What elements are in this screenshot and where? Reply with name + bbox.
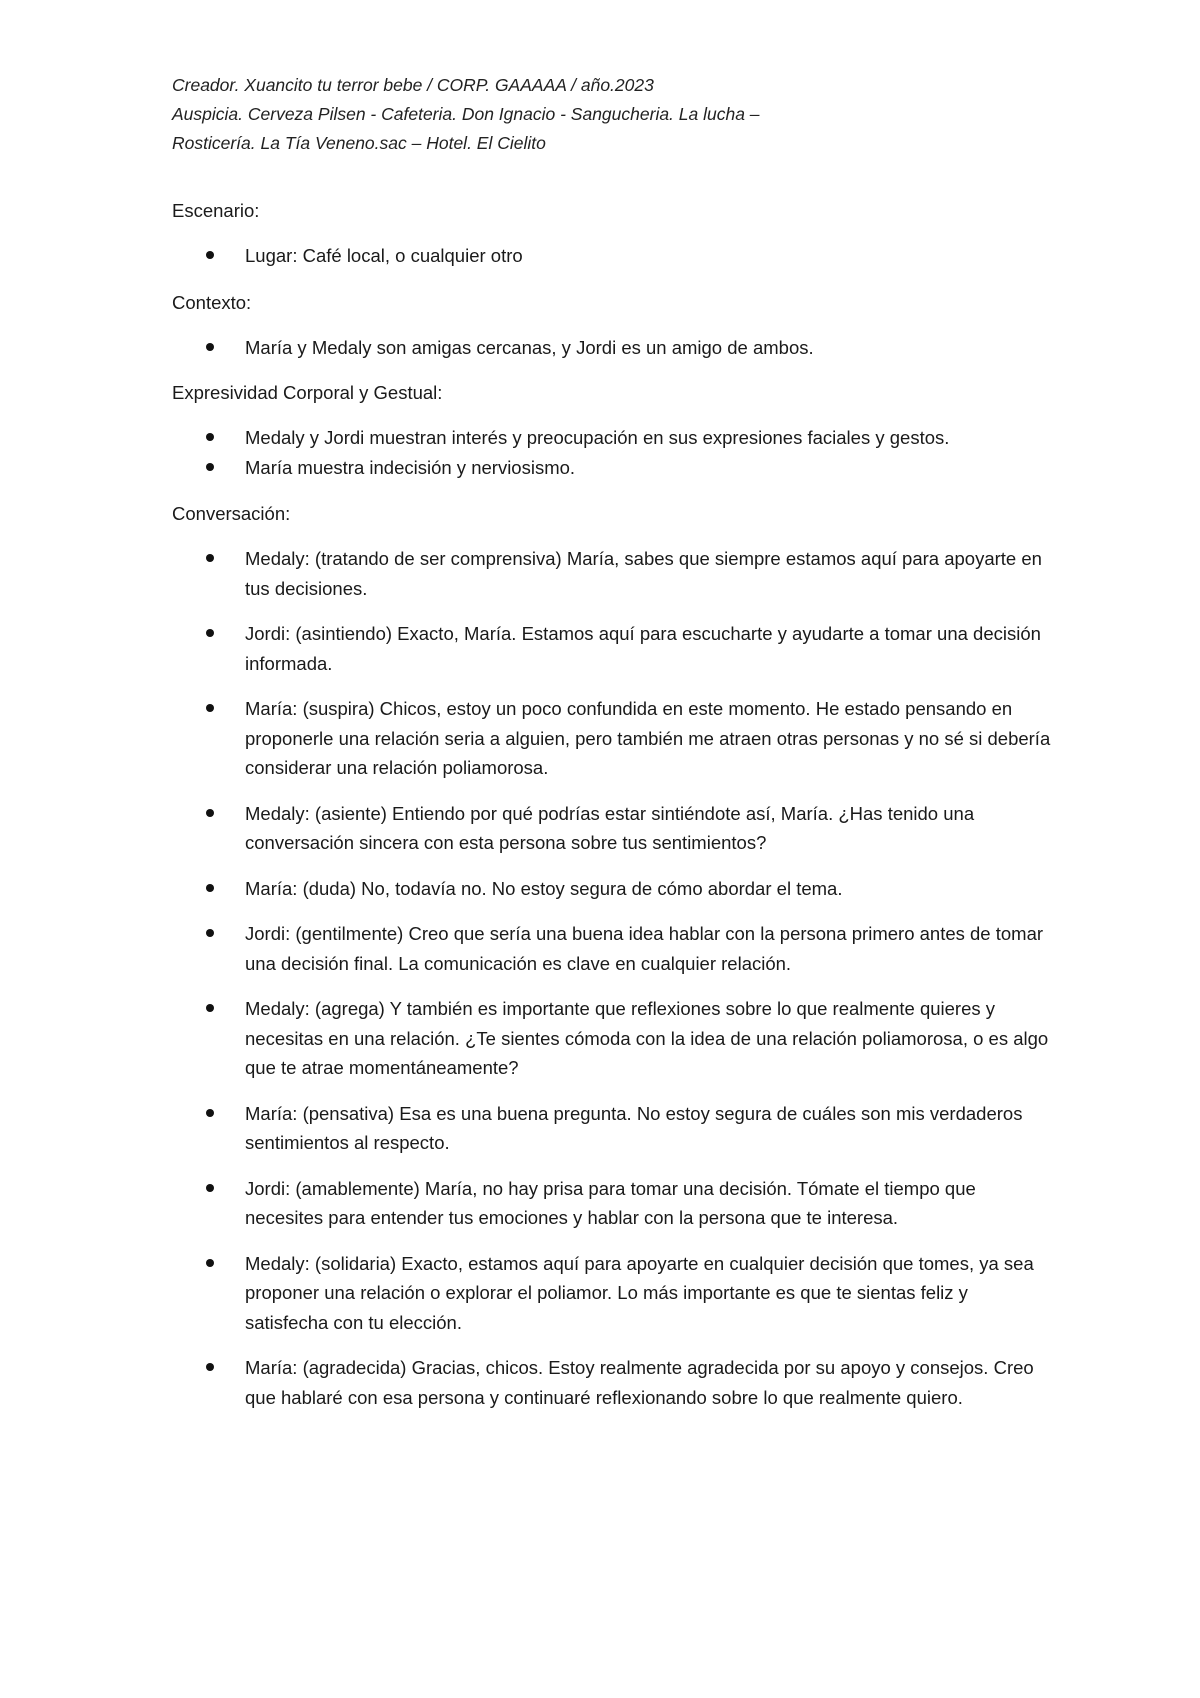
bullet-icon	[206, 343, 214, 351]
list-item	[172, 694, 1052, 783]
section-heading-escenario: Escenario:	[172, 200, 260, 221]
list-item	[172, 333, 1052, 363]
list-item-text: Medaly y Jordi muestran interés y preocupación en sus expresiones faciales y gestos.	[245, 427, 950, 448]
bullet-icon	[206, 251, 214, 259]
bullet-icon	[206, 1004, 214, 1012]
bullet-icon	[206, 1363, 214, 1371]
list-item	[172, 1249, 1052, 1338]
bullet-icon	[206, 704, 214, 712]
bullet-icon	[206, 884, 214, 892]
list-item-text: Medaly: (tratando de ser comprensiva) María, sabes que siempre estamos aquí para apoyarte en tus decisiones.	[245, 548, 1042, 599]
list-item-text: María y Medaly son amigas cercanas, y Jordi es un amigo de ambos.	[245, 336, 814, 358]
list-item-text: Medaly: (solidaria) Exacto, estamos aquí para apoyarte en cualquier decisión que tomes, ya sea proponer una relación o explorar el poliamor. Lo más importante es que te sientas feliz y satisfecha con tu elección.	[245, 1252, 1034, 1333]
list-item-text: María: (duda) No, todavía no. No estoy segura de cómo abordar el tema.	[245, 877, 843, 899]
bullet-icon	[206, 463, 214, 471]
bullet-icon	[206, 809, 214, 817]
list-item-text: Jordi: (asintiendo) Exacto, María. Estamos aquí para escucharte y ayudarte a tomar una decisión informada.	[245, 623, 1041, 674]
list-item-text: María muestra indecisión y nerviosismo.	[245, 456, 576, 478]
list-item-text: María: (agradecida) Gracias, chicos. Estoy realmente agradecida por su apoyo y consejos. Creo que hablaré con esa persona y continuaré reflexionando sobre lo que realmente quiero.	[245, 1357, 1034, 1408]
list-item-text: Jordi: (amablemente) María, no hay prisa para tomar una decisión. Tómate el tiempo que necesites para entender tus emociones y hablar con la persona que te interesa.	[245, 1177, 976, 1228]
list-item-text: María: (suspira) Chicos, estoy un poco confundida en este momento. He estado pensando en proponerle una relación seria a alguien, pero también me atraen otras personas y no sé si debería considerar una relación poliamorosa.	[245, 698, 1051, 778]
list-item-text: Lugar: Café local, o cualquier otro	[245, 245, 523, 266]
bullet-icon	[206, 1259, 214, 1267]
section-heading-expresividad: Expresividad Corporal y Gestual:	[172, 382, 443, 403]
list-item-text: María: (pensativa) Esa es una buena pregunta. No estoy segura de cuáles son mis verdaderos sentimientos al respecto.	[245, 1102, 1023, 1153]
list-item-text: Medaly: (agrega) Y también es importante que reflexiones sobre lo que realmente quieres y necesitas en una relación. ¿Te sientes cómoda con la idea de una relación poliamorosa, o es algo que te atrae momentáneamente?	[245, 998, 1049, 1078]
header-creator-line: Creador. Xuancito tu terror bebe / CORP. GAAAAA / año.2023	[172, 75, 654, 95]
section-heading-contexto: Contexto:	[172, 291, 252, 313]
list-item	[172, 619, 1052, 678]
list-item	[172, 241, 1052, 271]
list-item	[172, 919, 1052, 978]
list-item	[172, 874, 1052, 904]
list-item-text: Jordi: (gentilmente) Creo que sería una buena idea hablar con la persona primero antes de tomar una decisión final. La comunicación es clave en cualquier relación.	[245, 923, 1044, 974]
document-header	[172, 71, 1072, 158]
section-heading-conversacion: Conversación:	[172, 503, 291, 524]
bullet-icon	[206, 1109, 214, 1117]
document-body	[172, 196, 1052, 1412]
list-item	[172, 423, 1052, 453]
list-item	[172, 1174, 1052, 1233]
bullet-icon	[206, 433, 214, 441]
list-item-text: Medaly: (asiente) Entiendo por qué podrías estar sintiéndote así, María. ¿Has tenido una conversación sincera con esta persona sobre tus sentimientos?	[245, 802, 975, 853]
escenario-list	[172, 241, 1052, 271]
header-sponsors-line: Auspicia. Cerveza Pilsen - Cafeteria. Don Ignacio - Sangucheria. La lucha –	[172, 104, 760, 124]
contexto-list	[172, 333, 1052, 363]
list-item	[172, 1099, 1052, 1158]
bullet-icon	[206, 1184, 214, 1192]
expresividad-list	[172, 423, 1052, 482]
list-item	[172, 799, 1052, 858]
bullet-icon	[206, 929, 214, 937]
list-item	[172, 1353, 1052, 1412]
bullet-icon	[206, 554, 214, 562]
header-sponsors-line-continued: Rosticería. La Tía Veneno.sac – Hotel. El Cielito	[172, 133, 546, 153]
list-item	[172, 544, 1052, 603]
list-item	[172, 453, 1052, 483]
list-item	[172, 994, 1052, 1083]
bullet-icon	[206, 629, 214, 637]
conversacion-list	[172, 544, 1052, 1412]
